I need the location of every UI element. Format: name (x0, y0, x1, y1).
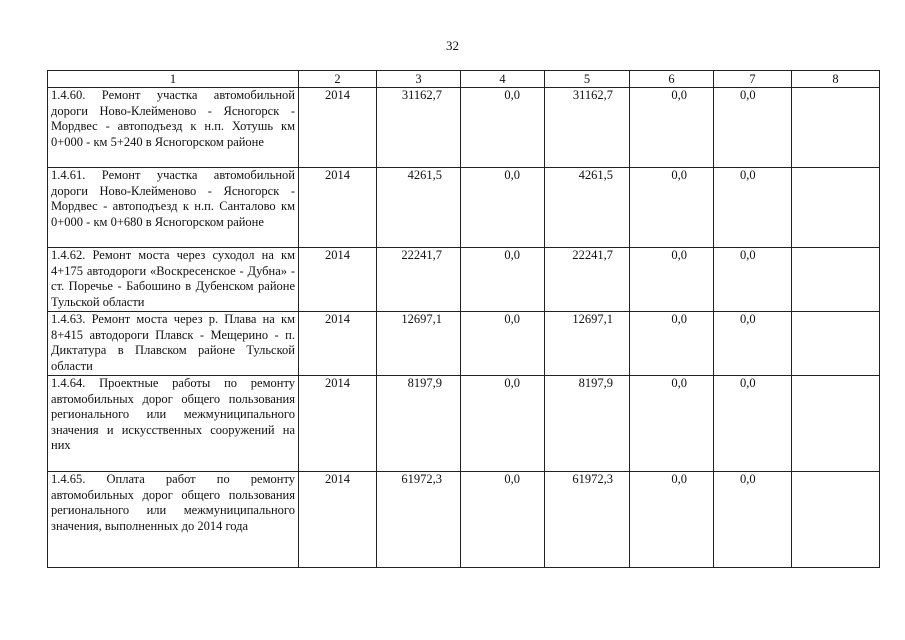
column-header: 2 (299, 71, 377, 88)
row-value-col6: 0,0 (630, 312, 714, 376)
row-value-col5: 4261,5 (545, 168, 630, 248)
row-value-col8 (792, 312, 880, 376)
row-description: 1.4.65. Оплата работ по ремонту автомобильных дорог общего пользования регионального или межмуниципального значения, выполненных до 2014 года (48, 472, 299, 568)
row-value-col5: 8197,9 (545, 376, 630, 472)
row-value-col7: 0,0 (714, 312, 792, 376)
row-value-col3: 12697,1 (377, 312, 461, 376)
column-header: 5 (545, 71, 630, 88)
budget-table (47, 70, 880, 568)
row-value-col6: 0,0 (630, 88, 714, 168)
row-value-col7: 0,0 (714, 88, 792, 168)
row-value-col3: 31162,7 (377, 88, 461, 168)
row-value-col5: 61972,3 (545, 472, 630, 568)
row-value-col3: 61972,3 (377, 472, 461, 568)
row-value-col3: 4261,5 (377, 168, 461, 248)
column-header: 3 (377, 71, 461, 88)
row-value-col4: 0,0 (461, 376, 545, 472)
row-value-col4: 0,0 (461, 88, 545, 168)
row-value-col6: 0,0 (630, 376, 714, 472)
row-value-col5: 22241,7 (545, 248, 630, 312)
row-value-col4: 0,0 (461, 472, 545, 568)
row-value-col7: 0,0 (714, 168, 792, 248)
row-value-col3: 22241,7 (377, 248, 461, 312)
row-year: 2014 (299, 248, 377, 312)
row-value-col7: 0,0 (714, 472, 792, 568)
row-value-col8 (792, 88, 880, 168)
column-header: 7 (714, 71, 792, 88)
row-value-col7: 0,0 (714, 248, 792, 312)
table-header-row (48, 71, 880, 88)
row-value-col4: 0,0 (461, 248, 545, 312)
row-year: 2014 (299, 312, 377, 376)
row-description: 1.4.64. Проектные работы по ремонту автомобильных дорог общего пользования регионального или межмуниципального значения и искусственных сооружений на них (48, 376, 299, 472)
row-value-col4: 0,0 (461, 312, 545, 376)
column-header: 6 (630, 71, 714, 88)
row-description: 1.4.63. Ремонт моста через р. Плава на км 8+415 автодороги Плавск - Мещерино - п. Диктатура в Плавском районе Тульской области (48, 312, 299, 376)
row-year: 2014 (299, 472, 377, 568)
row-value-col7: 0,0 (714, 376, 792, 472)
table-row (48, 88, 880, 168)
row-year: 2014 (299, 376, 377, 472)
table-row (48, 168, 880, 248)
column-header: 4 (461, 71, 545, 88)
row-description: 1.4.62. Ремонт моста через суходол на км 4+175 автодороги «Воскресенское - Дубна» - ст. Поречье - Бабошино в Дубенском районе Тульской области (48, 248, 299, 312)
row-value-col8 (792, 248, 880, 312)
row-value-col8 (792, 168, 880, 248)
column-header: 8 (792, 71, 880, 88)
row-value-col4: 0,0 (461, 168, 545, 248)
row-value-col8 (792, 472, 880, 568)
row-value-col5: 12697,1 (545, 312, 630, 376)
row-description: 1.4.60. Ремонт участка автомобильной дороги Ново-Клейменово - Ясногорск - Мордвес - автоподъезд к н.п. Хотушь км 0+000 - км 5+240 в Ясногорском районе (48, 88, 299, 168)
page-number: 32 (446, 38, 459, 53)
row-value-col3: 8197,9 (377, 376, 461, 472)
row-year: 2014 (299, 88, 377, 168)
row-year: 2014 (299, 168, 377, 248)
table-row (48, 376, 880, 472)
table-row (48, 248, 880, 312)
row-value-col6: 0,0 (630, 472, 714, 568)
row-description: 1.4.61. Ремонт участка автомобильной дороги Ново-Клейменово - Ясногорск - Мордвес - автоподъезд к н.п. Санталово км 0+000 - км 0+680 в Ясногорском районе (48, 168, 299, 248)
row-value-col5: 31162,7 (545, 88, 630, 168)
row-value-col6: 0,0 (630, 248, 714, 312)
table-row (48, 312, 880, 376)
row-value-col6: 0,0 (630, 168, 714, 248)
column-header: 1 (48, 71, 299, 88)
row-value-col8 (792, 376, 880, 472)
table-row (48, 472, 880, 568)
